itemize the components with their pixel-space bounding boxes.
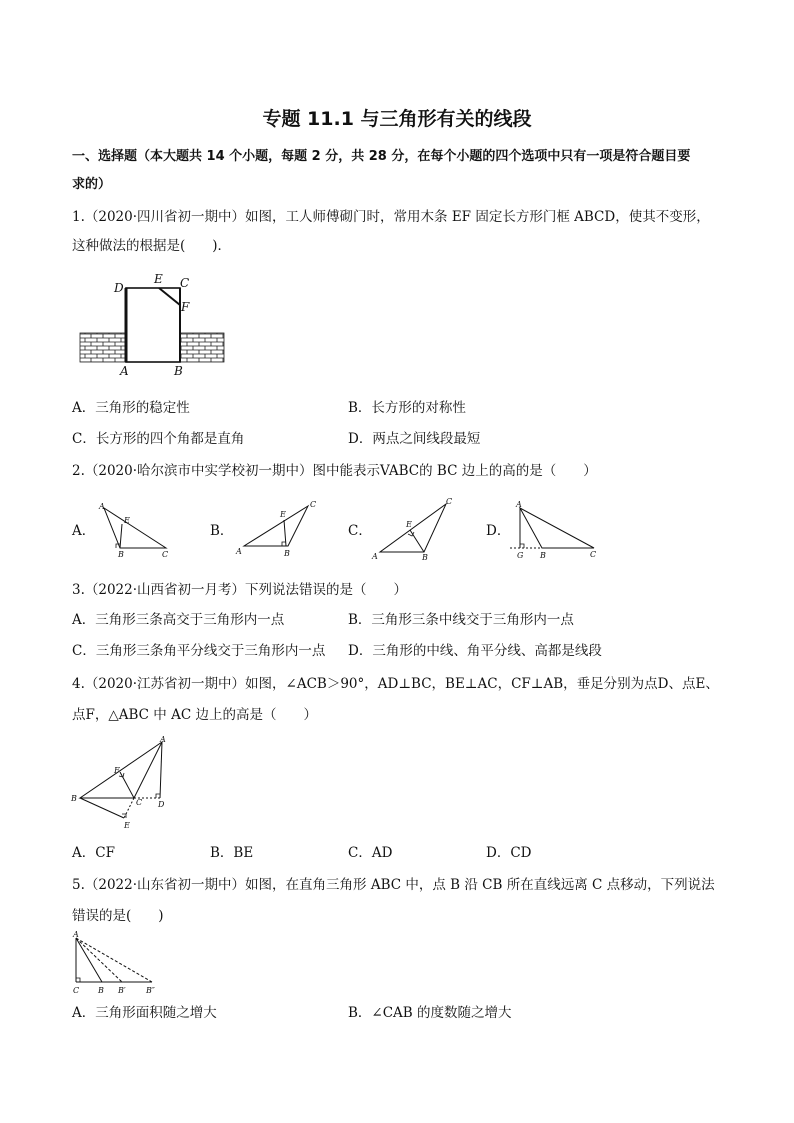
svg-text:A: A: [160, 735, 166, 744]
q4-option-c[interactable]: C．AD: [348, 845, 393, 861]
svg-text:C: C: [446, 497, 453, 506]
q2-figure-a: [94, 498, 174, 560]
q1-label-c: C: [180, 276, 190, 290]
q1-option-d[interactable]: D．两点之间线段最短: [348, 431, 481, 447]
q2-figure-d: [506, 498, 606, 560]
q4-stem-line2: 点F，△ABC 中 AC 边上的高是（ ）: [72, 707, 317, 723]
q4-option-b[interactable]: B．BE: [210, 845, 254, 861]
svg-text:B″: B″: [146, 986, 155, 995]
svg-text:B: B: [540, 551, 546, 560]
page-title: 专题 11.1 与三角形有关的线段: [262, 108, 532, 130]
svg-text:E: E: [406, 520, 412, 529]
svg-text:B: B: [422, 553, 428, 562]
svg-text:B: B: [118, 550, 124, 559]
svg-text:C: C: [590, 550, 597, 559]
svg-text:C: C: [162, 550, 169, 559]
svg-text:A: A: [372, 552, 378, 561]
q1-option-a[interactable]: A．三角形的稳定性: [72, 400, 190, 416]
q3-option-d[interactable]: D．三角形的中线、角平分线、高都是线段: [348, 643, 602, 659]
svg-text:B: B: [71, 794, 77, 803]
svg-text:A: A: [73, 930, 79, 939]
svg-text:A: A: [99, 502, 105, 511]
q3-stem: 3.（2022·山西省初一月考）下列说法错误的是（ ）: [72, 582, 408, 598]
q4-stem-line1: 4.（2020·江苏省初一期中）如图，∠ACB＞90°，AD⊥BC，BE⊥AC，CF⊥AB，垂足分别为点D、点E、: [72, 676, 719, 692]
q1-label-a: A: [120, 364, 129, 378]
svg-text:F: F: [114, 766, 120, 775]
svg-text:E: E: [280, 510, 286, 519]
q1-stem-line2: 这种做法的根据是( )．: [72, 238, 232, 254]
q2-choice-a[interactable]: A．: [72, 523, 96, 539]
svg-text:C: C: [73, 986, 80, 995]
q4-option-d[interactable]: D．CD: [486, 845, 532, 861]
q1-stem-line1: 1.（2020·四川省初一期中）如图，工人师傅砌门时，常用木条 EF 固定长方形门框 ABCD，使其不变形，: [72, 209, 710, 225]
svg-text:A: A: [516, 500, 522, 509]
svg-text:C: C: [136, 798, 143, 807]
q2-figure-c: [370, 496, 460, 562]
q2-choice-c[interactable]: C．: [348, 523, 372, 539]
q3-option-b[interactable]: B．三角形三条中线交于三角形内一点: [348, 612, 574, 628]
q3-option-a[interactable]: A．三角形三条高交于三角形内一点: [72, 612, 285, 628]
q5-stem-line2: 错误的是( ): [72, 908, 164, 924]
section-heading-line1: 一、选择题（本大题共 14 个小题，每题 2 分，共 28 分，在每个小题的四个选项中只有一项是符合题目要: [72, 149, 691, 164]
q5-right-triangle-figure: [68, 928, 160, 1000]
q2-choice-d[interactable]: D．: [486, 523, 511, 539]
q1-label-d: D: [114, 281, 124, 295]
svg-text:A: A: [236, 547, 242, 556]
q1-label-e: E: [154, 272, 163, 286]
q5-option-b[interactable]: B．∠CAB 的度数随之增大: [348, 1005, 512, 1021]
svg-text:B′: B′: [118, 986, 126, 995]
svg-text:E: E: [124, 516, 130, 525]
q2-stem: 2.（2020·哈尔滨市中实学校初一期中）图中能表示VABC的 BC 边上的高的是（ ）: [72, 463, 597, 479]
q1-door-frame-figure: [76, 270, 228, 380]
q1-label-f: F: [181, 300, 190, 314]
section-heading-line2: 求的）: [72, 177, 112, 192]
q3-option-c[interactable]: C．三角形三条角平分线交于三角形内一点: [72, 643, 326, 659]
q1-option-b[interactable]: B．长方形的对称性: [348, 400, 466, 416]
q1-option-c[interactable]: C．长方形的四个角都是直角: [72, 431, 245, 447]
svg-text:C: C: [310, 500, 317, 509]
q5-option-a[interactable]: A．三角形面积随之增大: [72, 1005, 217, 1021]
svg-text:E: E: [124, 821, 130, 830]
svg-text:B: B: [284, 549, 290, 558]
q2-figure-b: [234, 498, 324, 560]
q4-option-a[interactable]: A．CF: [72, 845, 115, 861]
q4-obtuse-triangle-figure: [66, 734, 176, 832]
q5-stem-line1: 5.（2022·山东省初一期中）如图，在直角三角形 ABC 中，点 B 沿 CB 所在直线远离 C 点移动，下列说法: [72, 877, 715, 893]
q1-label-b: B: [174, 364, 183, 378]
q2-choice-b[interactable]: B．: [210, 523, 234, 539]
svg-text:G: G: [517, 551, 524, 560]
svg-text:B: B: [98, 986, 104, 995]
svg-text:D: D: [158, 800, 165, 809]
